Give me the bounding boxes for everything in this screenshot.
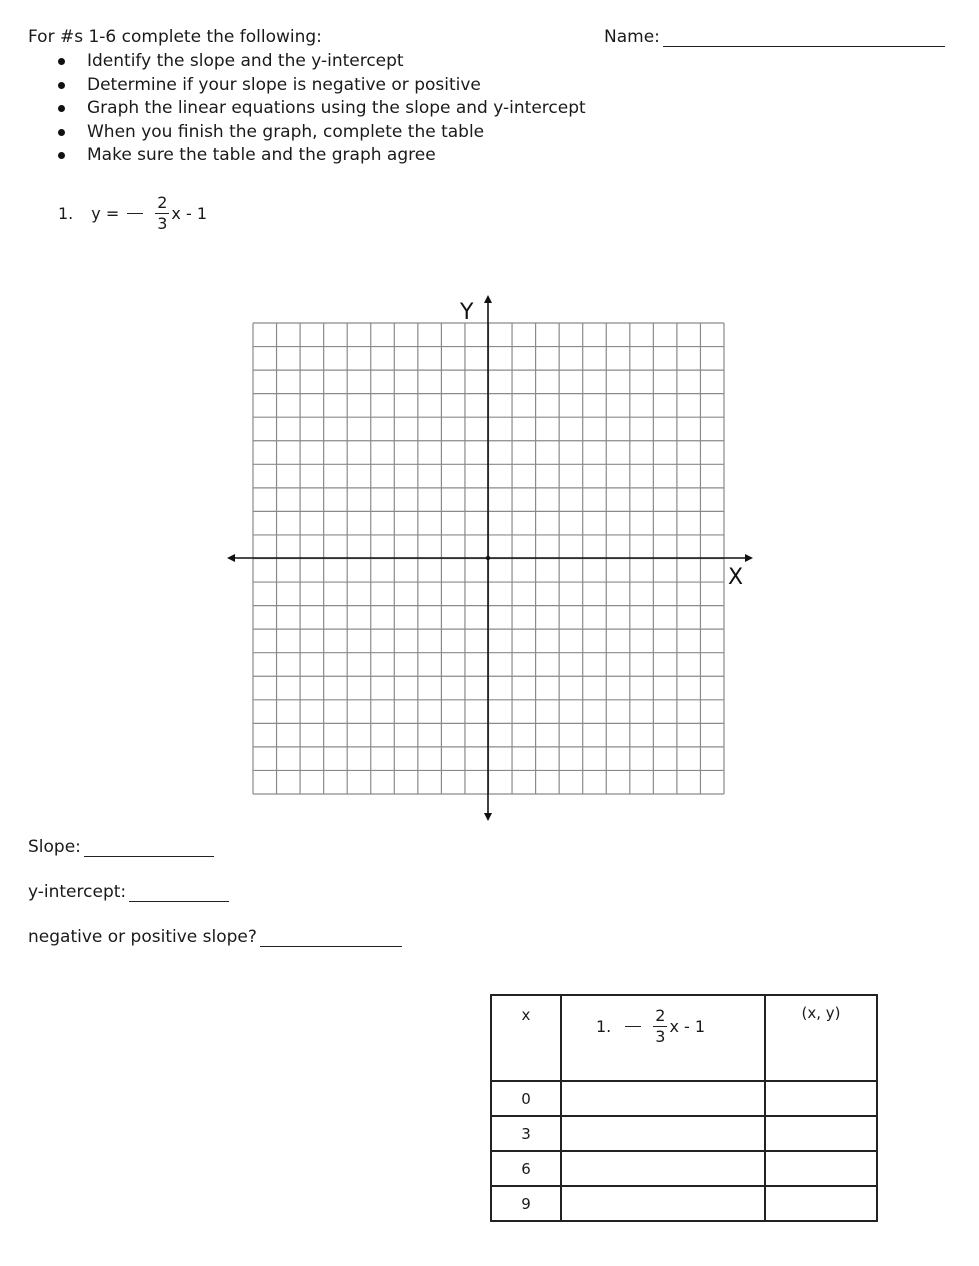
neg-pos-answer: [28, 927, 402, 947]
table-eq-tail: x - 1: [669, 1017, 706, 1036]
table-row: [491, 1081, 877, 1116]
y-value-cell[interactable]: [561, 1186, 765, 1221]
point-cell[interactable]: [765, 1151, 877, 1186]
y-intercept-label: y-intercept:: [28, 882, 127, 902]
neg-pos-label: negative or positive slope?: [28, 927, 257, 947]
point-cell[interactable]: [765, 1116, 877, 1151]
name-label: Name:: [604, 27, 660, 47]
table-row: [491, 1151, 877, 1186]
fraction-numerator: 2: [157, 193, 168, 212]
slope-label: Slope:: [28, 837, 81, 857]
x-value-cell: 9: [491, 1186, 561, 1221]
equation-lhs: y =: [91, 204, 120, 223]
equation-tail: x - 1: [171, 204, 208, 223]
x-value-cell: 6: [491, 1151, 561, 1186]
problem-number: 1.: [58, 204, 74, 223]
slope-answer: [28, 837, 214, 857]
instruction-item: Make sure the table and the graph agree: [58, 144, 586, 168]
x-value-cell: 3: [491, 1116, 561, 1151]
y-axis-label: Y: [460, 300, 474, 325]
table-eq-number: 1.: [596, 1017, 612, 1036]
point-cell[interactable]: [765, 1081, 877, 1116]
table-row: [491, 1116, 877, 1151]
origin-point: [486, 556, 490, 560]
fraction-denominator: 3: [157, 214, 168, 233]
y-value-cell[interactable]: [561, 1151, 765, 1186]
y-intercept-answer: [28, 882, 229, 902]
y-axis-arrow-up: [484, 295, 492, 303]
point-cell[interactable]: [765, 1186, 877, 1221]
instructions-title: For #s 1-6 complete the following:: [28, 27, 322, 47]
table-row: [491, 1186, 877, 1221]
table-header-row: [491, 995, 877, 1081]
instruction-item: Determine if your slope is negative or positive: [58, 74, 586, 98]
header-point: (x, y): [765, 995, 877, 1081]
y-intercept-blank[interactable]: [129, 885, 229, 902]
y-axis-arrow-down: [484, 813, 492, 821]
header-equation: [561, 995, 765, 1081]
instruction-item: Identify the slope and the y-intercept: [58, 50, 586, 74]
table-fraction-denominator: 3: [655, 1027, 666, 1046]
neg-pos-blank[interactable]: [260, 930, 402, 947]
slope-blank[interactable]: [84, 840, 214, 857]
table-fraction-numerator: 2: [655, 1006, 666, 1025]
x-axis-label: X: [728, 565, 744, 590]
header-x: x: [491, 995, 561, 1081]
x-value-cell: 0: [491, 1081, 561, 1116]
instruction-item: Graph the linear equations using the slope and y-intercept: [58, 97, 586, 121]
table-fraction: [653, 1008, 667, 1045]
value-table: [490, 994, 878, 1222]
x-axis-arrow-right: [745, 554, 753, 562]
y-value-cell[interactable]: [561, 1116, 765, 1151]
y-value-cell[interactable]: [561, 1081, 765, 1116]
instruction-item: When you finish the graph, complete the table: [58, 121, 586, 145]
table-equation: [596, 1008, 764, 1045]
table-minus-sign: [625, 1026, 641, 1027]
x-axis-arrow-left: [227, 554, 235, 562]
